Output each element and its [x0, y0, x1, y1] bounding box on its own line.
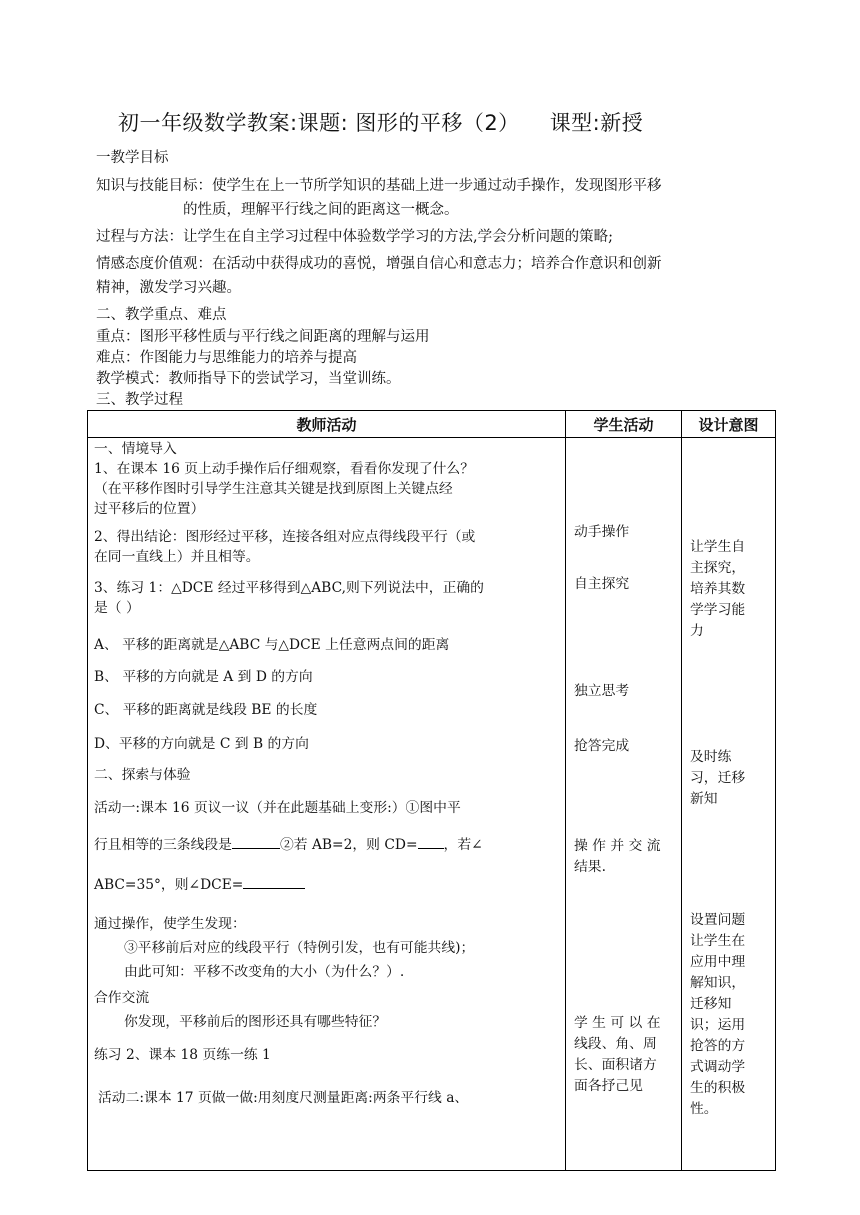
- student-line: 学 生 可 以 在: [574, 1015, 661, 1031]
- intent-line: 力: [690, 623, 704, 639]
- student-line: 操 作 并 交 流: [574, 838, 661, 854]
- section-heading-keypoints: 二、教学重点、难点: [96, 307, 227, 323]
- teacher-activity-cell: [88, 438, 566, 1171]
- intent-line: 新知: [690, 791, 718, 807]
- intent-line: 式调动学: [690, 1059, 746, 1075]
- teacher-line: 过平移后的位置）: [94, 501, 205, 517]
- teacher-line: 2、得出结论：图形经过平移，连接各组对应点得线段平行（或: [94, 529, 476, 545]
- teacher-line: 二、探索与体验: [94, 767, 191, 783]
- intent-line: 及时练: [690, 749, 732, 765]
- answer-blank: [418, 834, 444, 849]
- student-line: 抢答完成: [574, 738, 630, 754]
- student-activity-cell: [566, 438, 682, 1171]
- teacher-line: 你发现，平移前后的图形还具有哪些特征？: [124, 1014, 387, 1030]
- student-line: 长、面积诸方: [574, 1057, 657, 1073]
- intent-line: 解知识，: [690, 975, 746, 991]
- section-heading-process: 三、教学过程: [96, 392, 183, 408]
- blank-question-2: ②若 AB=2，则 CD=: [279, 837, 418, 853]
- goal-process: 过程与方法：让学生在自主学习过程中体验数学学习的方法,学会分析问题的策略;: [96, 229, 613, 245]
- teacher-line: （在平移作图时引导学生注意其关键是找到原图上关键点经: [94, 481, 453, 497]
- intent-line: 主探究，: [690, 560, 746, 576]
- answer-blank: [232, 834, 280, 849]
- header-student-activity: 学生活动: [566, 411, 682, 438]
- student-line: 结果.: [574, 859, 606, 875]
- goal-attitude: 情感态度价值观：在活动中获得成功的喜悦，增强自信心和意志力；培养合作意识和创新: [96, 256, 662, 272]
- teacher-line: 活动一:课本 16 页议一议（并在此题基础上变形:）①图中平: [94, 800, 461, 816]
- design-intent-cell: [682, 438, 776, 1171]
- lesson-process-table: [87, 410, 776, 1171]
- option-b: B、 平移的方向就是 A 到 D 的方向: [94, 669, 313, 685]
- teacher-line: 是（ ）: [94, 600, 140, 616]
- intent-line: 设置问题: [690, 912, 746, 928]
- intent-line: 性。: [690, 1101, 718, 1117]
- option-a: A、 平移的距离就是△ABC 与△DCE 上任意两点间的距离: [94, 637, 450, 653]
- intent-line: 让学生在: [690, 933, 746, 949]
- blank-question-1: 行且相等的三条线段是: [94, 837, 232, 853]
- option-c: C、 平移的距离就是线段 BE 的长度: [94, 702, 318, 718]
- teacher-line: 通过操作，使学生发现：: [94, 916, 246, 932]
- blank-question-3: ，若∠: [443, 837, 483, 853]
- intent-line: 识；运用: [690, 1017, 746, 1033]
- blank-question-4: ABC=35°，则∠DCE=: [94, 877, 244, 893]
- teacher-line: 1、在课本 16 页上动手操作后仔细观察，看看你发现了什么？: [94, 461, 475, 477]
- teacher-line: 3、练习 1：△DCE 经过平移得到△ABC,则下列说法中，正确的: [94, 580, 484, 596]
- header-design-intent: 设计意图: [682, 411, 776, 438]
- intent-line: 生的积极: [690, 1080, 746, 1096]
- lesson-title: [118, 107, 643, 137]
- title-type: 课型:新授: [549, 111, 644, 135]
- teacher-line: 练习 2、课本 18 页练一练 1: [94, 1047, 271, 1063]
- student-line: 自主探究: [574, 576, 630, 592]
- intent-line: 应用中理: [690, 954, 746, 970]
- teacher-line: ③平移前后对应的线段平行（特例引发，也有可能共线)；: [124, 940, 475, 956]
- student-line: 独立思考: [574, 683, 630, 699]
- student-line: 线段、角、周: [574, 1036, 657, 1052]
- intent-line: 学学习能: [690, 602, 746, 618]
- goal-knowledge: 知识与技能目标：使学生在上一节所学知识的基础上进一步通过动手操作，发现图形平移: [96, 178, 662, 194]
- intent-line: 培养其数: [690, 581, 746, 597]
- teacher-line-with-blank: [94, 874, 305, 895]
- key-point: 重点：图形平移性质与平行线之间距离的理解与运用: [96, 329, 430, 345]
- teacher-line: 由此可知：平移不改变角的大小（为什么？）.: [124, 964, 405, 980]
- teacher-line: 合作交流: [94, 990, 150, 1006]
- student-line: 动手操作: [574, 524, 630, 540]
- option-d: D、平移的方向就是 C 到 B 的方向: [94, 736, 309, 752]
- teacher-line: 活动二:课本 17 页做一做:用刻度尺测量距离:两条平行线 a、: [98, 1090, 469, 1106]
- intent-line: 让学生自: [690, 539, 746, 555]
- header-teacher-activity: 教师活动: [88, 411, 566, 438]
- title-main: 初一年级数学教案:课题: 图形的平移（2）: [118, 111, 520, 135]
- teacher-line-with-blanks: [94, 834, 483, 855]
- student-line: 面各抒己见: [574, 1078, 643, 1094]
- teaching-mode: 教学模式：教师指导下的尝试学习，当堂训练。: [96, 371, 401, 387]
- intent-line: 迁移知: [690, 996, 732, 1012]
- teacher-line: 一、情境导入: [94, 441, 177, 457]
- difficult-point: 难点：作图能力与思维能力的培养与提高: [96, 350, 357, 366]
- intent-line: 习，迁移: [690, 770, 746, 786]
- goal-knowledge-cont: 的性质，理解平行线之间的距离这一概念。: [183, 202, 459, 218]
- section-heading-objectives: 一教学目标: [96, 150, 169, 166]
- teacher-line: 在同一直线上）并且相等。: [94, 549, 260, 565]
- answer-blank: [243, 874, 305, 889]
- intent-line: 抢答的方: [690, 1038, 746, 1054]
- goal-attitude-cont: 精神，激发学习兴趣。: [96, 280, 241, 296]
